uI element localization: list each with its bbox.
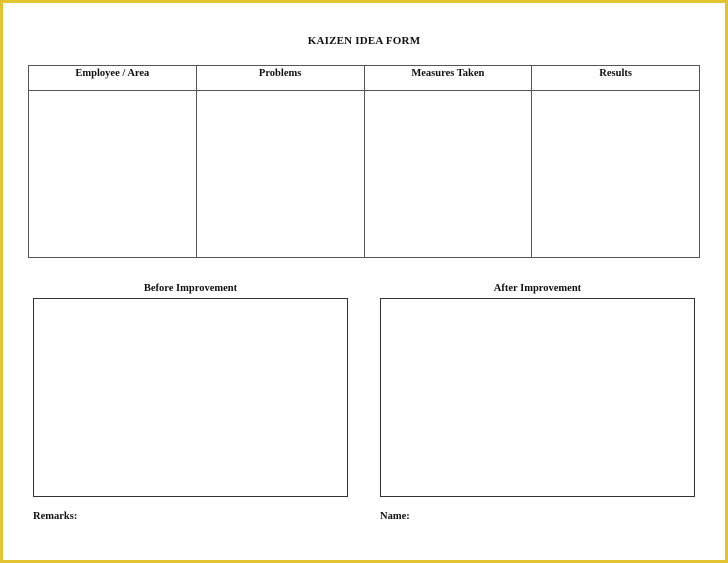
column-header-problems: Problems [196,66,364,91]
measures-taken-cell[interactable] [364,91,532,258]
kaizen-table [28,65,700,258]
column-header-results: Results [532,66,700,91]
column-header-measures-taken: Measures Taken [364,66,532,91]
table-row [29,91,700,258]
after-improvement-box[interactable] [380,298,695,497]
employee-area-cell[interactable] [29,91,197,258]
name-label: Name: [380,511,410,522]
column-header-employee-area: Employee / Area [29,66,197,91]
before-improvement-label: Before Improvement [143,283,238,294]
before-improvement-box[interactable] [33,298,348,497]
table-header-row [29,66,700,91]
after-improvement-label: After Improvement [493,283,582,294]
problems-cell[interactable] [196,91,364,258]
remarks-label: Remarks: [33,511,78,522]
results-cell[interactable] [532,91,700,258]
form-title: KAIZEN IDEA FORM [307,35,421,47]
